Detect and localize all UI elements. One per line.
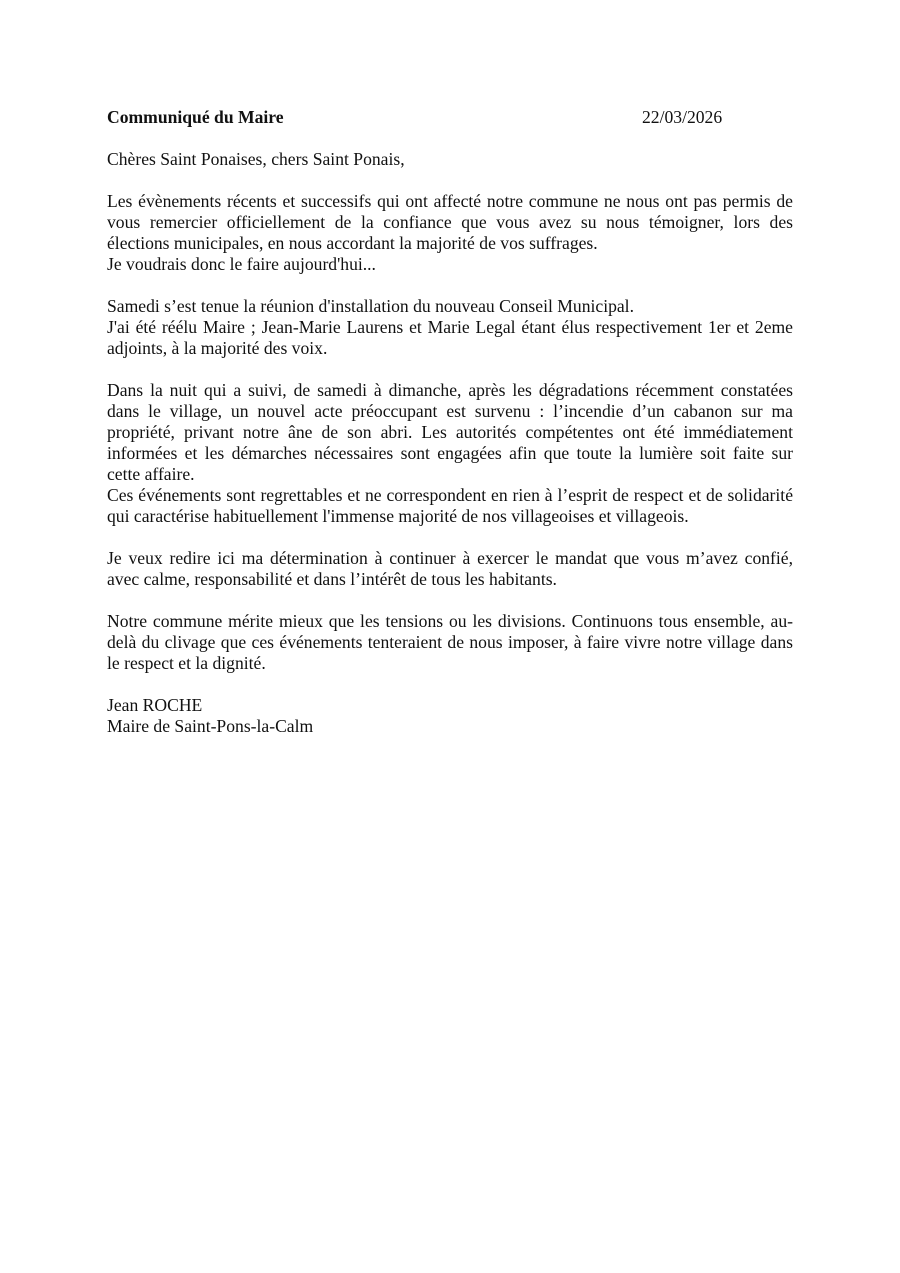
letter-body [107,149,793,737]
paragraph-line: Ces événements sont regrettables et ne correspondent en rien à l’esprit de respect et de solidarité [107,485,793,505]
paragraph-line: delà du clivage que ces événements tenteraient de nous imposer, à faire vivre notre village dans [107,632,793,652]
paragraph-line: Dans la nuit qui a suivi, de samedi à dimanche, après les dégradations récemment constatées [107,380,793,400]
signature-block [107,695,793,737]
paragraph-line: cette affaire. [107,464,195,484]
paragraph-line: dans le village, un nouvel acte préoccupant est survenu : l’incendie d’un cabanon sur ma [107,401,793,421]
document-date: 22/03/2026 [642,107,723,127]
paragraph-line: élections municipales, en nous accordant la majorité de vos suffrages. [107,233,598,253]
paragraph-line: avec calme, responsabilité et dans l’intérêt de tous les habitants. [107,569,557,589]
paragraph-line: vous remercier officiellement de la confiance que vous avez su nous témoigner, lors des [107,212,793,232]
paragraph-line: adjoints, à la majorité des voix. [107,338,328,358]
paragraph-line: Je voudrais donc le faire aujourd'hui... [107,254,376,274]
paragraph-line: Notre commune mérite mieux que les tensions ou les divisions. Continuons tous ensemble, au- [107,611,793,631]
signature-name: Jean ROCHE [107,695,203,715]
paragraph-line: Les évènements récents et successifs qui ont affecté notre commune ne nous ont pas permis de [107,191,793,211]
paragraph-determination [107,548,793,590]
signature-role: Maire de Saint-Pons-la-Calm [107,716,314,736]
paragraph-line: le respect et la dignité. [107,653,266,673]
document-header [107,107,747,129]
paragraph-unity [107,611,793,674]
paragraph-line: Samedi s’est tenue la réunion d'installation du nouveau Conseil Municipal. [107,296,634,316]
paragraph-line: informées et les démarches nécessaires sont engagées afin que toute la lumière soit faite sur [107,443,793,463]
paragraph-thanks [107,191,793,275]
document-title: Communiqué du Maire [107,107,284,127]
paragraph-line: Je veux redire ici ma détermination à continuer à exercer le mandat que vous m’avez confié, [107,548,793,568]
paragraph-line: propriété, privant notre âne de son abri. Les autorités compétentes ont été immédiatement [107,422,793,442]
paragraph-council [107,296,793,359]
paragraph-line: qui caractérise habituellement l'immense majorité de nos villageoises et villageois. [107,506,689,526]
paragraph-incident [107,380,793,527]
salutation: Chères Saint Ponaises, chers Saint Ponais, [107,149,405,169]
paragraph-line: J'ai été réélu Maire ; Jean-Marie Laurens et Marie Legal étant élus respectivement 1er et 2eme [107,317,793,337]
